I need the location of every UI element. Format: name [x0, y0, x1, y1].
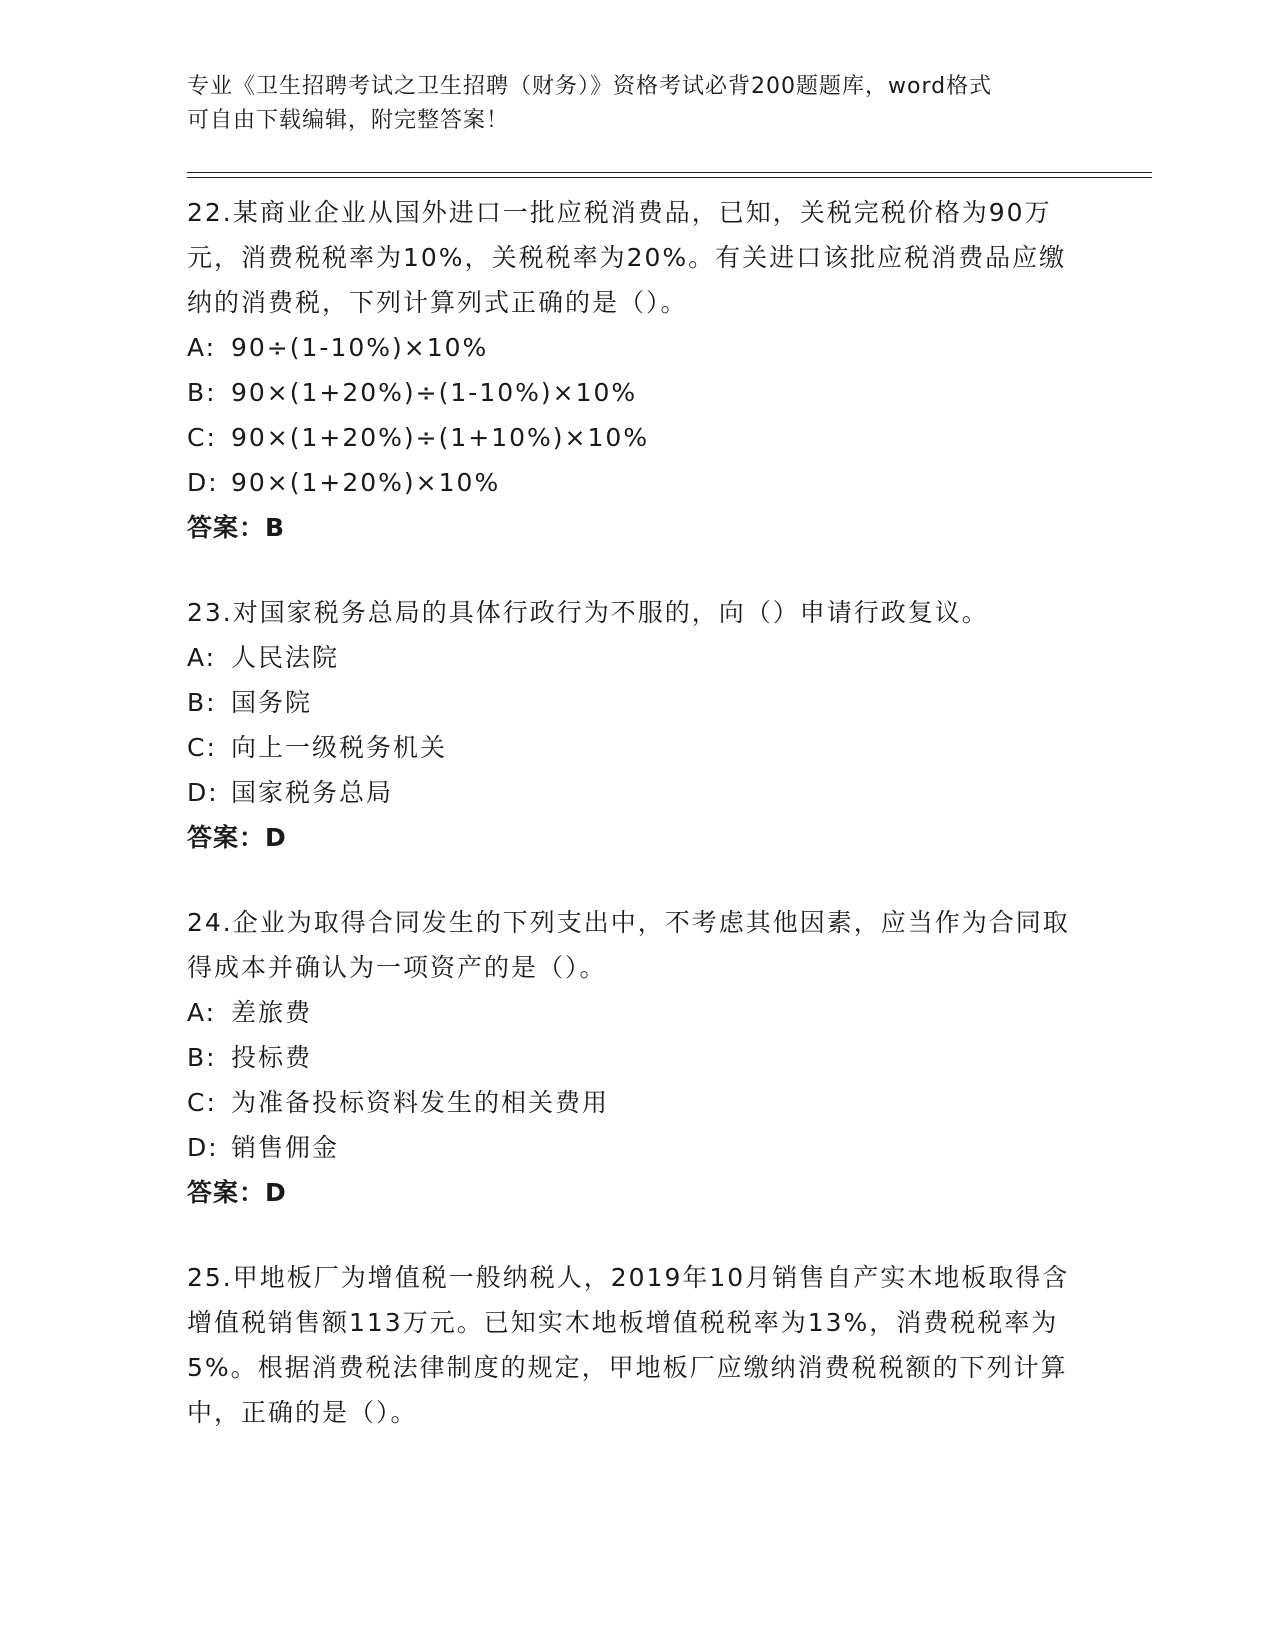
option-a	[187, 990, 1087, 1035]
answer-line: 答案：D	[187, 823, 287, 852]
option-letter: A:	[187, 998, 217, 1027]
option-c	[187, 725, 1087, 770]
option-text: 90÷(1-10%)×10%	[231, 333, 489, 362]
option-letter: B:	[187, 688, 217, 717]
option-letter: D:	[187, 468, 219, 497]
option-a	[187, 325, 1087, 370]
option-b	[187, 680, 1087, 725]
option-text: 投标费	[231, 1043, 313, 1072]
question-22	[187, 190, 1087, 550]
question-stem: 23.对国家税务总局的具体行政行为不服的，向（）申请行政复议。	[187, 598, 989, 627]
option-text: 差旅费	[231, 998, 313, 1027]
option-d	[187, 460, 1087, 505]
option-letter: B:	[187, 378, 217, 407]
question-stem: 25.甲地板厂为增值税一般纳税人，2019年10月销售自产实木地板取得含增值税销售额113万元。已知实木地板增值税税率为13%，消费税税率为5%。根据消费税法律制度的规定，甲地板厂应缴纳消费税税额的下列计算中，正确的是（）。	[187, 1263, 1070, 1427]
option-letter: C:	[187, 1088, 217, 1117]
option-letter: A:	[187, 643, 217, 672]
header-rule-bottom	[187, 177, 1152, 178]
answer-line: 答案：D	[187, 1178, 287, 1207]
option-text: 向上一级税务机关	[231, 733, 448, 762]
question-stem: 22.某商业企业从国外进口一批应税消费品，已知，关税完税价格为90万元，消费税税率为10%，关税税率为20%。有关进口该批应税消费品应缴纳的消费税，下列计算列式正确的是（）。	[187, 198, 1067, 317]
option-c	[187, 415, 1087, 460]
header-line-2: 可自由下载编辑，附完整答案！	[187, 108, 510, 133]
option-letter: A:	[187, 333, 217, 362]
option-b	[187, 1035, 1087, 1080]
option-text: 90×(1+20%)÷(1+10%)×10%	[231, 423, 650, 452]
option-letter: C:	[187, 423, 217, 452]
question-24	[187, 900, 1087, 1215]
option-text: 90×(1+20%)×10%	[231, 468, 501, 497]
question-list	[187, 190, 1087, 1475]
option-text: 销售佣金	[231, 1133, 340, 1162]
header-rule-top	[187, 172, 1152, 173]
question-25	[187, 1255, 1087, 1435]
option-a	[187, 635, 1087, 680]
option-text: 人民法院	[231, 643, 340, 672]
option-letter: C:	[187, 733, 217, 762]
option-text: 国家税务总局	[231, 778, 394, 807]
question-23	[187, 590, 1087, 860]
header-line-1: 专业《卫生招聘考试之卫生招聘（财务）》资格考试必背200题题库，word格式	[187, 74, 993, 99]
option-text: 90×(1+20%)÷(1-10%)×10%	[231, 378, 638, 407]
question-stem: 24.企业为取得合同发生的下列支出中，不考虑其他因素，应当作为合同取得成本并确认为一项资产的是（）。	[187, 908, 1070, 982]
option-text: 为准备投标资料发生的相关费用	[231, 1088, 610, 1117]
option-c	[187, 1080, 1087, 1125]
option-text: 国务院	[231, 688, 313, 717]
option-d	[187, 770, 1087, 815]
option-letter: D:	[187, 778, 219, 807]
option-d	[187, 1125, 1087, 1170]
document-header	[187, 70, 1087, 138]
option-b	[187, 370, 1087, 415]
answer-line: 答案：B	[187, 513, 286, 542]
option-letter: D:	[187, 1133, 219, 1162]
option-letter: B:	[187, 1043, 217, 1072]
